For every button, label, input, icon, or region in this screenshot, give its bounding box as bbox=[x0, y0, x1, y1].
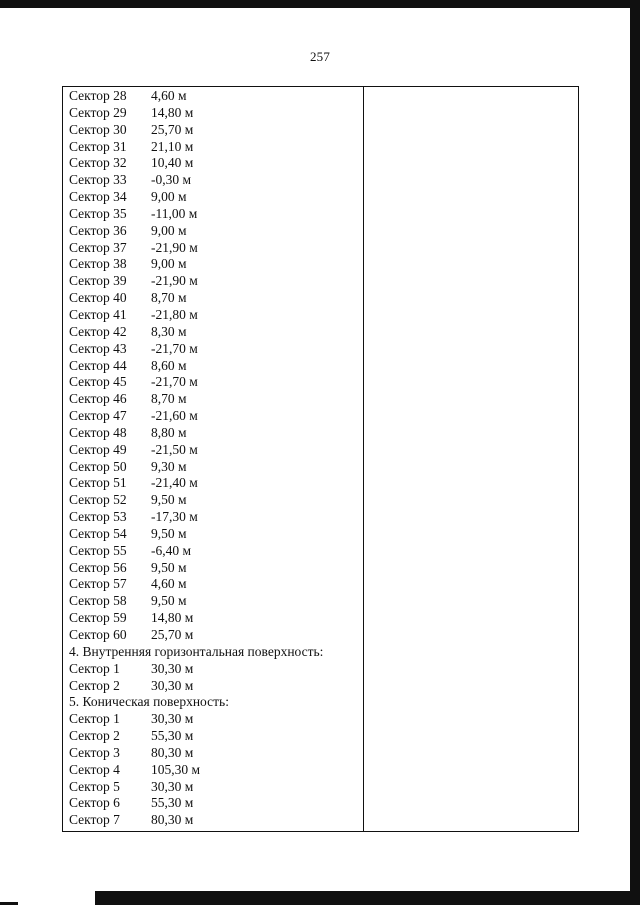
table-row bbox=[69, 341, 359, 358]
sector-value: 14,80 м bbox=[151, 610, 194, 626]
table-row bbox=[69, 206, 359, 223]
table-row bbox=[69, 358, 359, 375]
section-heading: 5. Коническая поверхность: bbox=[69, 694, 229, 710]
table-row bbox=[69, 762, 359, 779]
sector-value: -21,50 м bbox=[151, 441, 198, 457]
sector-value: -0,30 м bbox=[151, 172, 192, 188]
scan-border-top bbox=[0, 0, 640, 8]
sector-value: 30,30 м bbox=[151, 711, 194, 727]
table-row bbox=[69, 273, 359, 290]
sector-label: Сектор 34 bbox=[69, 189, 127, 205]
table-row bbox=[69, 155, 359, 172]
sector-label: Сектор 52 bbox=[69, 492, 127, 508]
table-row bbox=[69, 509, 359, 526]
table-row bbox=[69, 593, 359, 610]
table-row bbox=[69, 678, 359, 695]
table-row bbox=[69, 172, 359, 189]
sector-label: Сектор 55 bbox=[69, 542, 127, 558]
table-row bbox=[69, 459, 359, 476]
sector-value: -21,90 м bbox=[151, 273, 198, 289]
table-row bbox=[69, 812, 359, 829]
sector-value: 4,60 м bbox=[151, 88, 187, 103]
sector-label: Сектор 30 bbox=[69, 121, 127, 137]
sector-value: -21,60 м bbox=[151, 408, 198, 424]
sector-value: 4,60 м bbox=[151, 576, 187, 592]
sector-value: 8,70 м bbox=[151, 391, 187, 407]
sector-value: 8,80 м bbox=[151, 424, 187, 440]
sector-label: Сектор 60 bbox=[69, 627, 127, 642]
sector-label: Сектор 50 bbox=[69, 458, 127, 474]
table-row bbox=[69, 105, 359, 122]
sector-value: 105,30 м bbox=[151, 761, 201, 777]
sector-label: Сектор 1 bbox=[69, 660, 120, 676]
sector-value: 9,00 м bbox=[151, 222, 187, 238]
sector-value: 9,50 м bbox=[151, 525, 187, 541]
table-row bbox=[69, 610, 359, 627]
table-row bbox=[69, 122, 359, 139]
table-row bbox=[69, 475, 359, 492]
table-row bbox=[69, 189, 359, 206]
table-row bbox=[69, 307, 359, 324]
sector-label: Сектор 3 bbox=[69, 744, 120, 760]
sector-label: Сектор 57 bbox=[69, 576, 127, 592]
sector-label: Сектор 59 bbox=[69, 610, 127, 626]
table-row bbox=[69, 240, 359, 257]
table-row bbox=[69, 627, 359, 644]
table-row bbox=[69, 391, 359, 408]
table-row bbox=[69, 526, 359, 543]
sector-value: 9,00 м bbox=[151, 256, 187, 272]
sector-label: Сектор 45 bbox=[69, 374, 127, 390]
sector-value: 9,50 м bbox=[151, 492, 187, 508]
sector-label: Сектор 51 bbox=[69, 475, 127, 491]
sector-value: 14,80 м bbox=[151, 104, 194, 120]
sector-value: -21,80 м bbox=[151, 306, 198, 322]
table-row bbox=[69, 324, 359, 341]
sector-value: 30,30 м bbox=[151, 677, 194, 693]
sector-label: Сектор 49 bbox=[69, 441, 127, 457]
sector-value: 8,30 м bbox=[151, 323, 187, 339]
sector-value: -21,70 м bbox=[151, 340, 198, 356]
sector-value: -17,30 м bbox=[151, 509, 198, 525]
sector-label: Сектор 43 bbox=[69, 340, 127, 356]
sector-label: Сектор 6 bbox=[69, 795, 120, 811]
sector-value: -6,40 м bbox=[151, 542, 192, 558]
sector-label: Сектор 38 bbox=[69, 256, 127, 272]
sector-label: Сектор 46 bbox=[69, 391, 127, 407]
table-row bbox=[69, 88, 359, 105]
table-row bbox=[69, 661, 359, 678]
sector-label: Сектор 1 bbox=[69, 711, 120, 727]
sector-label: Сектор 32 bbox=[69, 155, 127, 171]
scan-border-bottom bbox=[95, 891, 640, 905]
table-row bbox=[69, 543, 359, 560]
sector-value: 8,70 м bbox=[151, 290, 187, 306]
sector-value: 9,50 м bbox=[151, 593, 187, 609]
table-row bbox=[69, 442, 359, 459]
sector-value: 55,30 м bbox=[151, 728, 194, 744]
sector-label: Сектор 7 bbox=[69, 812, 120, 828]
table-row bbox=[69, 425, 359, 442]
sector-label: Сектор 37 bbox=[69, 239, 127, 255]
sector-value: -11,00 м bbox=[151, 205, 198, 221]
table-row bbox=[69, 408, 359, 425]
table-row bbox=[69, 576, 359, 593]
table-row bbox=[69, 223, 359, 240]
sector-label: Сектор 5 bbox=[69, 778, 120, 794]
table-row bbox=[69, 374, 359, 391]
sector-value: -21,90 м bbox=[151, 239, 198, 255]
sector-label: Сектор 4 bbox=[69, 761, 120, 777]
sector-value: 30,30 м bbox=[151, 778, 194, 794]
sector-value: -21,40 м bbox=[151, 475, 198, 491]
sector-value: 10,40 м bbox=[151, 155, 194, 171]
sector-value: 80,30 м bbox=[151, 744, 194, 760]
sector-label: Сектор 2 bbox=[69, 728, 120, 744]
sector-label: Сектор 58 bbox=[69, 593, 127, 609]
sector-table bbox=[62, 86, 579, 832]
sector-label: Сектор 41 bbox=[69, 306, 127, 322]
sector-label: Сектор 53 bbox=[69, 509, 127, 525]
section-heading: 4. Внутренняя горизонтальная поверхность: bbox=[69, 643, 324, 659]
table-row bbox=[69, 560, 359, 577]
sector-label: Сектор 29 bbox=[69, 104, 127, 120]
sector-value: -21,70 м bbox=[151, 374, 198, 390]
column-divider bbox=[363, 87, 364, 831]
sector-label: Сектор 54 bbox=[69, 525, 127, 541]
sector-label: Сектор 48 bbox=[69, 424, 127, 440]
sector-label: Сектор 33 bbox=[69, 172, 127, 188]
table-row bbox=[69, 745, 359, 762]
sector-label: Сектор 35 bbox=[69, 205, 127, 221]
table-row bbox=[69, 795, 359, 812]
scan-border-right bbox=[630, 0, 640, 905]
table-row bbox=[69, 728, 359, 745]
sector-label: Сектор 31 bbox=[69, 138, 127, 154]
sector-list bbox=[69, 88, 359, 829]
sector-label: Сектор 47 bbox=[69, 408, 127, 424]
sector-label: Сектор 2 bbox=[69, 677, 120, 693]
sector-value: 9,30 м bbox=[151, 458, 187, 474]
sector-label: Сектор 36 bbox=[69, 222, 127, 238]
table-row bbox=[69, 139, 359, 156]
sector-value: 21,10 м bbox=[151, 138, 194, 154]
sector-label: Сектор 56 bbox=[69, 559, 127, 575]
sector-value: 25,70 м bbox=[151, 627, 194, 642]
sector-label: Сектор 44 bbox=[69, 357, 127, 373]
page-number: 257 bbox=[309, 49, 331, 64]
sector-label: Сектор 42 bbox=[69, 323, 127, 339]
table-row bbox=[69, 492, 359, 509]
sector-value: 9,50 м bbox=[151, 559, 187, 575]
sector-label: Сектор 39 bbox=[69, 273, 127, 289]
table-row bbox=[69, 711, 359, 728]
sector-value: 55,30 м bbox=[151, 795, 194, 811]
table-row bbox=[69, 779, 359, 796]
sector-value: 25,70 м bbox=[151, 121, 194, 137]
sector-value: 80,30 м bbox=[151, 812, 194, 828]
sector-value: 9,00 м bbox=[151, 189, 187, 205]
sector-label: Сектор 28 bbox=[69, 88, 127, 103]
table-row bbox=[69, 290, 359, 307]
sector-value: 30,30 м bbox=[151, 660, 194, 676]
sector-value: 8,60 м bbox=[151, 357, 187, 373]
sector-label: Сектор 40 bbox=[69, 290, 127, 306]
table-row bbox=[69, 256, 359, 273]
